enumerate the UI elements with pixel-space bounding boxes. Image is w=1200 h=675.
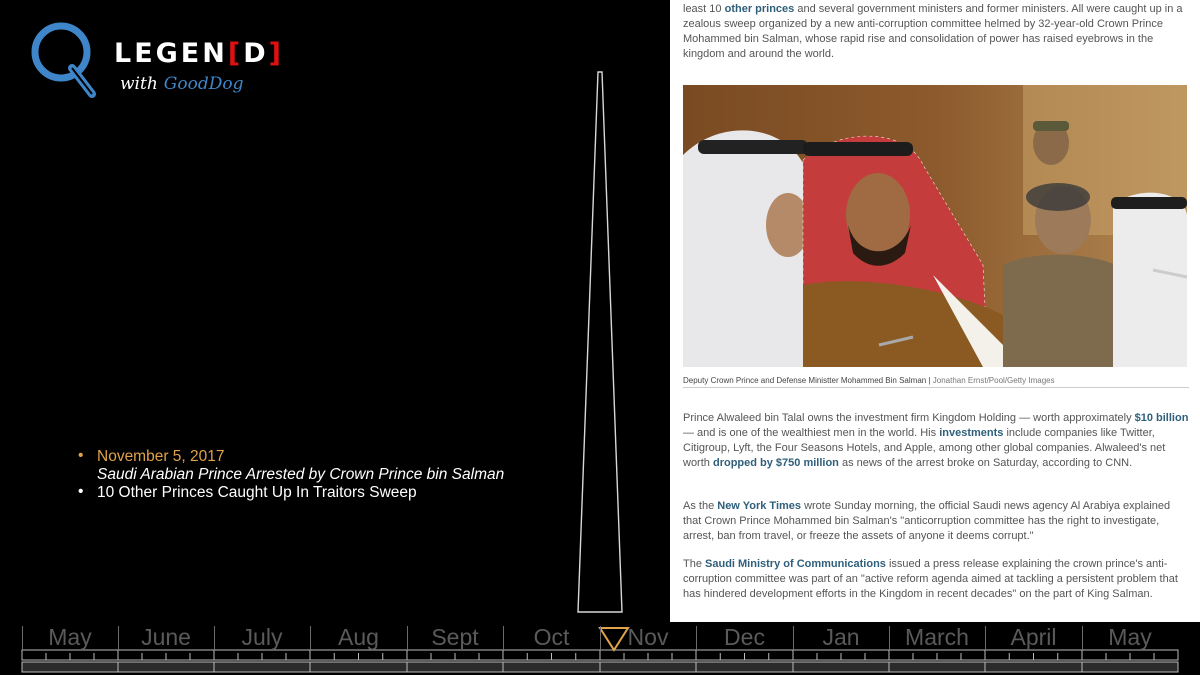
timeline-separator — [600, 626, 601, 650]
timeline-separator — [1082, 626, 1083, 650]
timeline-separator — [22, 626, 23, 650]
timeline-ruler-segment — [22, 662, 118, 672]
timeline-separator — [118, 626, 119, 650]
timeline-ruler-segment — [985, 662, 1082, 672]
timeline-month-label[interactable]: March — [905, 624, 969, 650]
article-photo — [683, 85, 1187, 367]
timeline-ruler-segment — [310, 662, 407, 672]
timeline-month-label[interactable]: June — [141, 624, 191, 650]
timeline-ruler-segment — [118, 662, 214, 672]
timeline-month-label[interactable]: Oct — [533, 624, 570, 650]
article-paragraph: The Saudi Ministry of Communications issued a press release explaining the crown prince's anti-corruption committee was part of an "active reform agenda aimed at tackling a persistent problem that has hindered development efforts in the Kingdom in recent decades" on the part of King Salman. — [683, 558, 1178, 600]
event-note-item — [78, 484, 558, 502]
timeline-ruler-segment — [503, 662, 600, 672]
month-timeline — [0, 622, 1200, 675]
timeline-month-label[interactable]: July — [241, 624, 283, 650]
timeline-month-label[interactable]: Dec — [724, 624, 765, 650]
event-headline: Saudi Arabian Prince Arrested by Crown Prince bin Salman — [97, 466, 505, 483]
article-link[interactable]: investments — [939, 427, 1004, 439]
timeline-separator — [407, 626, 408, 650]
timeline-separator — [696, 626, 697, 650]
event-date: November 5, 2017 — [97, 448, 225, 465]
article-paragraph: Prince Alwaleed bin Talal owns the investment firm Kingdom Holding — worth approximately $10 billion — and is one of the wealthiest men in the world. His investments include companies like Twitter, Citigroup, Lyft, the Four Seasons Hotels, and Apple, among other global companies. Alwaleed's net worth dropped by $750 million as news of the arrest broke on Saturday, according to CNN. — [683, 412, 1189, 469]
spire-graphic — [574, 70, 626, 618]
timeline-month-label[interactable]: Aug — [338, 624, 379, 650]
article-link[interactable]: other princes — [724, 3, 795, 15]
photo-credit: Jonathan Ernst/Pool/Getty Images — [932, 376, 1055, 385]
timeline-ruler-segment — [1082, 662, 1178, 672]
article-link[interactable]: $10 billion — [1134, 412, 1189, 424]
q-logo-icon — [28, 18, 100, 98]
event-note-date — [78, 448, 558, 484]
logo-tagline: with GoodDog — [120, 74, 244, 94]
timeline-separator — [503, 626, 504, 650]
bullet-icon: • — [78, 447, 84, 464]
article-paragraph: As the New York Times wrote Sunday morning, the official Saudi news agency Al Arabiya explained that Crown Prince Mohammed bin Salman's "anticorruption committee has the right to investigate, arrest, ban from travel, or freeze the assets of anyone it deems corrupt." — [683, 500, 1171, 542]
timeline-ruler-segment — [407, 662, 503, 672]
timeline-separator — [889, 626, 890, 650]
caption-divider — [683, 387, 1189, 388]
event-notes — [78, 448, 558, 502]
article-paragraph: least 10 other princes and several government ministers and former ministers. All were caught up in a zealous sweep organized by a new anti-corruption committee helmed by 32-year-old Crown Prince Mohammed bin Salman, whose rapid rise and consolidation of power has raised eyebrows in the kingdom and around the world. — [683, 3, 1183, 60]
article-link[interactable]: New York Times — [717, 500, 802, 512]
article-link[interactable]: dropped by $750 million — [712, 457, 839, 469]
article-link[interactable]: Saudi Ministry of Communications — [705, 558, 886, 570]
bullet-icon: • — [78, 483, 84, 500]
timeline-month-label[interactable]: May — [48, 624, 92, 650]
timeline-separator — [310, 626, 311, 650]
timeline-separator — [985, 626, 986, 650]
event-item-text: 10 Other Princes Caught Up In Traitors Sweep — [97, 484, 417, 501]
logo-wordmark: LEGEN[D] — [114, 38, 284, 69]
timeline-ruler-segment — [793, 662, 889, 672]
timeline-separator — [214, 626, 215, 650]
timeline-separator — [793, 626, 794, 650]
timeline-month-label[interactable]: April — [1010, 624, 1057, 650]
timeline-month-label[interactable]: Nov — [627, 624, 669, 650]
timeline-month-label[interactable]: Jan — [822, 624, 860, 650]
news-article — [670, 0, 1200, 622]
legend-logo — [28, 18, 288, 108]
timeline-ruler-segment — [600, 662, 696, 672]
timeline-month-label[interactable]: May — [1108, 624, 1152, 650]
timeline-ruler-segment — [696, 662, 793, 672]
timeline-ruler-segment — [214, 662, 310, 672]
photo-caption: Deputy Crown Prince and Defense Ministter Mohammed Bin Salman | Jonathan Ernst/Pool/Getty Images — [683, 376, 1055, 385]
timeline-month-label[interactable]: Sept — [431, 624, 479, 650]
timeline-ruler-segment — [889, 662, 985, 672]
